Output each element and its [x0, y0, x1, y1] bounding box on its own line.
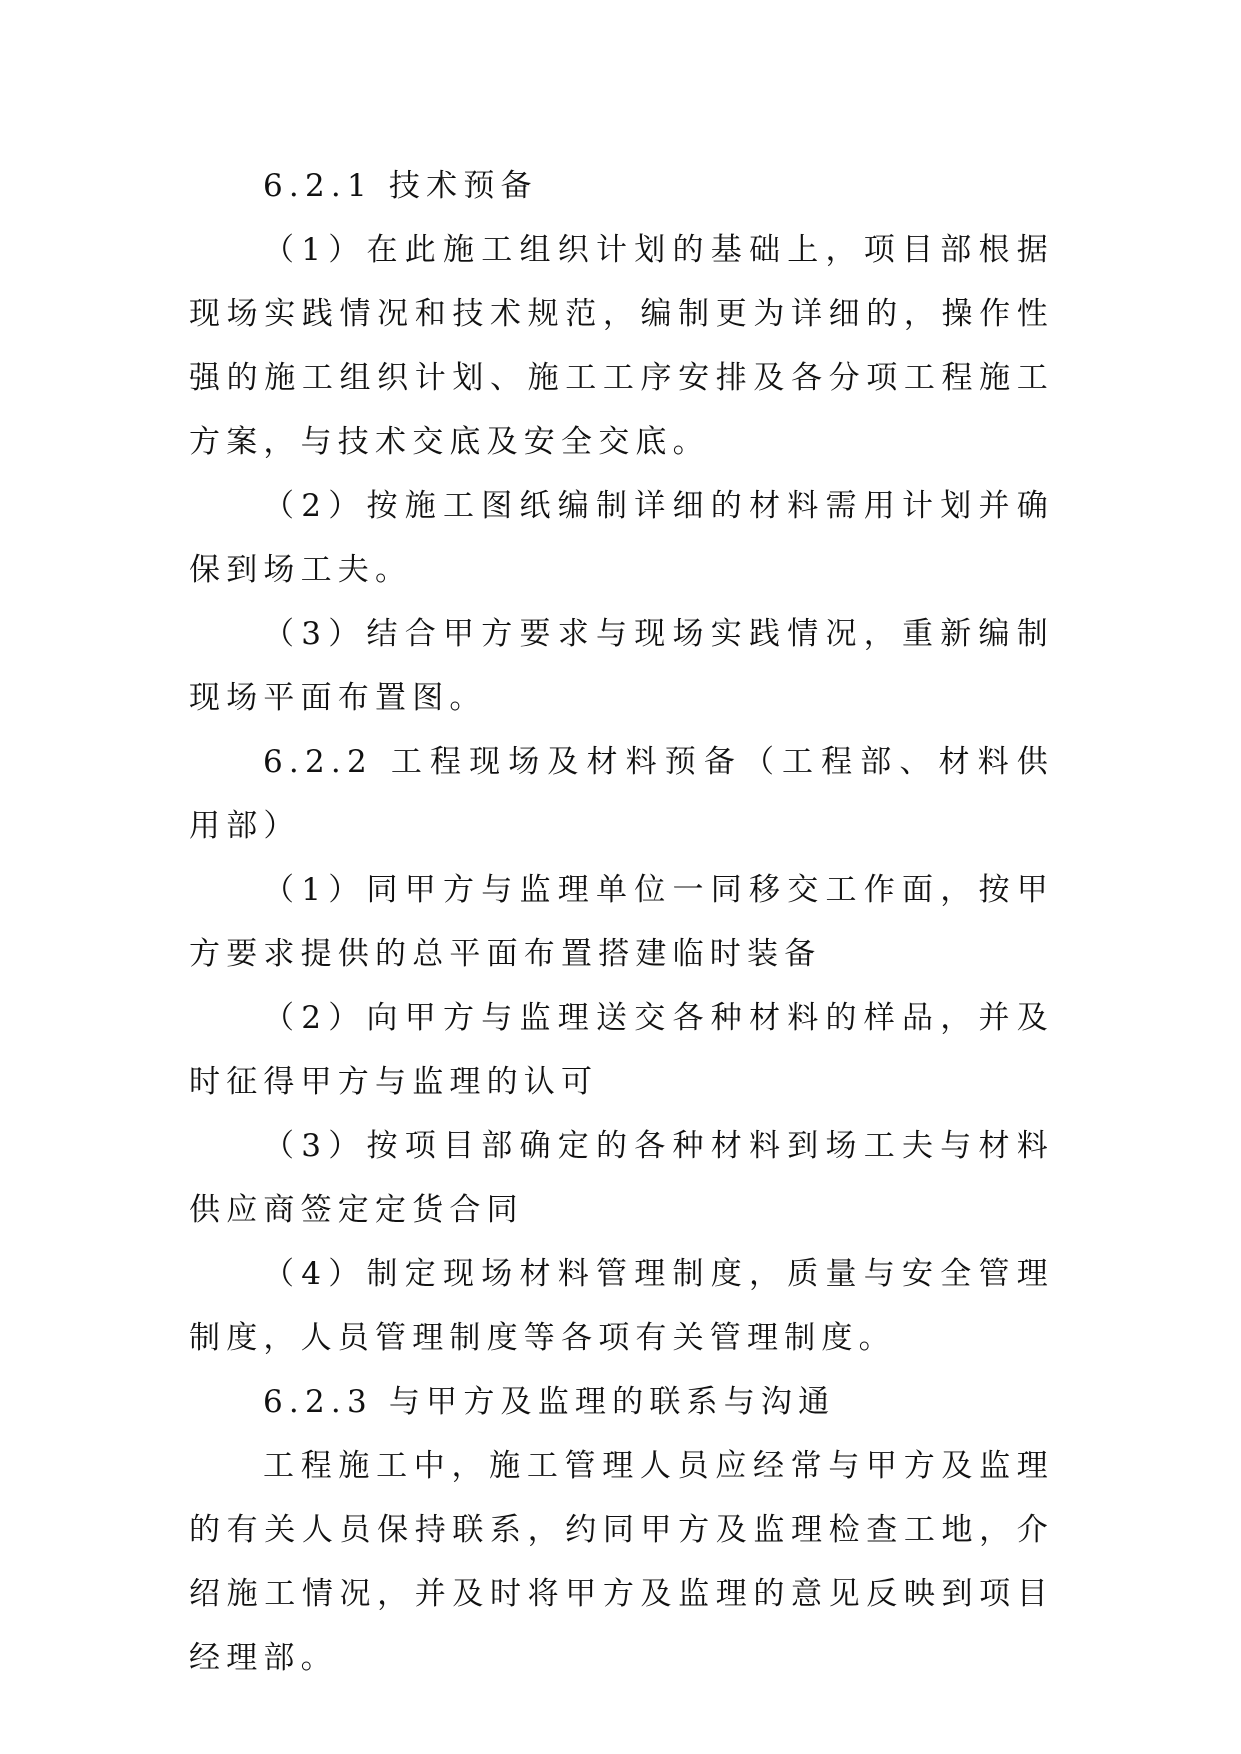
section-heading-6-2-3: 6.2.3 与甲方及监理的联系与沟通: [263, 1384, 836, 1420]
section-heading-6-2-2: 6.2.2 工程现场及材料预备（工程部、材料供用部）: [189, 744, 1054, 844]
paragraph-item-2: （2）按施工图纸编制详细的材料需用计划并确保到场工夫。: [189, 488, 1054, 588]
paragraph-item-3: （3）按项目部确定的各种材料到场工夫与材料供应商签定定货合同: [189, 1128, 1054, 1228]
paragraph-item-4: （4）制定现场材料管理制度，质量与安全管理制度，人员管理制度等各项有关管理制度。: [189, 1256, 1054, 1356]
paragraph-item-1: （1）同甲方与监理单位一同移交工作面，按甲方要求提供的总平面布置搭建临时装备: [189, 872, 1054, 972]
paragraph-item-1: （1）在此施工组织计划的基础上，项目部根据现场实践情况和技术规范，编制更为详细的，操作性强的施工组织计划、施工工序安排及各分项工程施工方案，与技术交底及安全交底。: [189, 232, 1054, 460]
paragraph-item-2: （2）向甲方与监理送交各种材料的样品，并及时征得甲方与监理的认可: [189, 1000, 1054, 1100]
body-paragraph: 工程施工中，施工管理人员应经常与甲方及监理的有关人员保持联系，约同甲方及监理检查工地，介绍施工情况，并及时将甲方及监理的意见反映到项目经理部。: [189, 1448, 1054, 1676]
section-heading-6-2-1: 6.2.1 技术预备: [263, 168, 538, 204]
paragraph-item-3: （3）结合甲方要求与现场实践情况，重新编制现场平面布置图。: [189, 616, 1054, 716]
document-body: [189, 154, 1054, 1690]
